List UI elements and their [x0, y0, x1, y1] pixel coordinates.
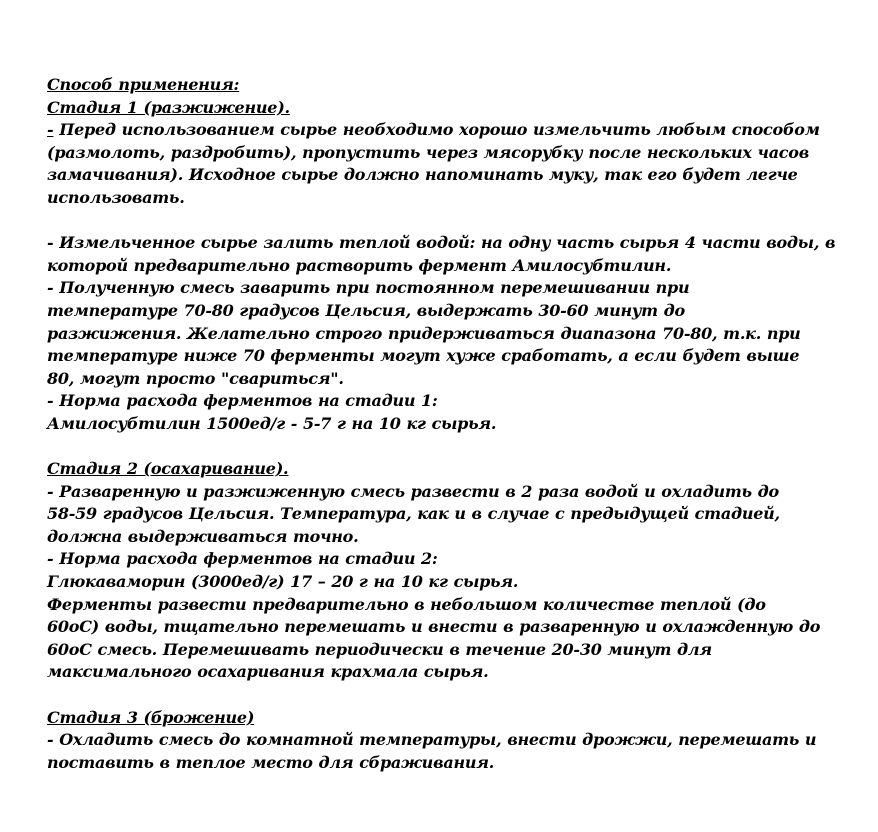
stage-1-dash: - — [47, 120, 54, 140]
stage-1-line: температуре ниже 70 ферменты могут хуже сработать, а если будет выше — [47, 346, 800, 366]
stage-2-title: Стадия 2 (осахаривание). — [47, 459, 289, 479]
instructions-document — [47, 74, 847, 774]
stage-2-line: - Норма расхода ферментов на стадии 2: — [47, 549, 438, 569]
stage-1-line: - Норма расхода ферментов на стадии 1: — [47, 391, 438, 411]
stage-1-line: - Измельченное сырье залить теплой водой: на одну часть сырья 4 части воды, в — [47, 233, 836, 253]
stage-3-line: поставить в теплое место для сбраживания. — [47, 752, 495, 772]
stage-2-line: 58-59 градусов Цельсия. Температура, как и в случае с предыдущей стадией, — [47, 504, 780, 524]
stage-1-line: использовать. — [47, 187, 185, 207]
paragraph-spacer — [47, 436, 847, 459]
stage-2-line: Глюкаваморин (3000ед/г) 17 – 20 г на 10 кг сырья. — [47, 572, 519, 592]
stage-3-title: Стадия 3 (брожение) — [47, 707, 255, 727]
stage-2-line: должна выдерживаться точно. — [47, 526, 359, 546]
stage-1-line: - Полученную смесь заварить при постоянном перемешивании при — [47, 278, 690, 298]
stage-1-line: Амилосубтилин 1500ед/г - 5-7 г на 10 кг сырья. — [47, 413, 497, 433]
stage-2-line: 60оС) воды, тщательно перемешать и внести в разваренную и охлажденную до — [47, 617, 821, 637]
document-heading: Способ применения: — [47, 75, 240, 94]
stage-3-line: - Охладить смесь до комнатной температуры, внести дрожжи, перемешать и — [47, 730, 817, 750]
stage-2-line: Ферменты развести предварительно в небольшом количестве теплой (до — [47, 594, 766, 614]
stage-1-line: (размолоть, раздробить), пропустить через мясорубку после нескольких часов — [47, 142, 809, 162]
paragraph-spacer — [47, 684, 847, 707]
stage-2-line: - Разваренную и разжиженную смесь развести в 2 раза водой и охладить до — [47, 481, 779, 501]
stage-2-line: максимального осахаривания крахмала сырья. — [47, 662, 489, 682]
stage-1-line: разжижения. Желательно строго придерживаться диапазона 70-80, т.к. при — [47, 323, 801, 343]
stage-1-line-text: Перед использованием сырье необходимо хорошо измельчить любым способом — [53, 120, 820, 140]
stage-2-line: 60оС смесь. Перемешивать периодически в течение 20-30 минут для — [47, 639, 712, 659]
stage-1-line: 80, могут просто "свариться". — [47, 368, 344, 388]
stage-1-title: Стадия 1 (разжижение). — [47, 97, 290, 117]
stage-1-line: температуре 70-80 градусов Цельсия, выдержать 30-60 минут до — [47, 300, 685, 320]
paragraph-spacer — [47, 210, 847, 233]
stage-1-line: замачивания). Исходное сырье должно напоминать муку, так его будет легче — [47, 165, 798, 185]
stage-1-line: которой предварительно растворить фермент Амилосубтилин. — [47, 255, 672, 275]
stage-1-line — [47, 119, 847, 142]
